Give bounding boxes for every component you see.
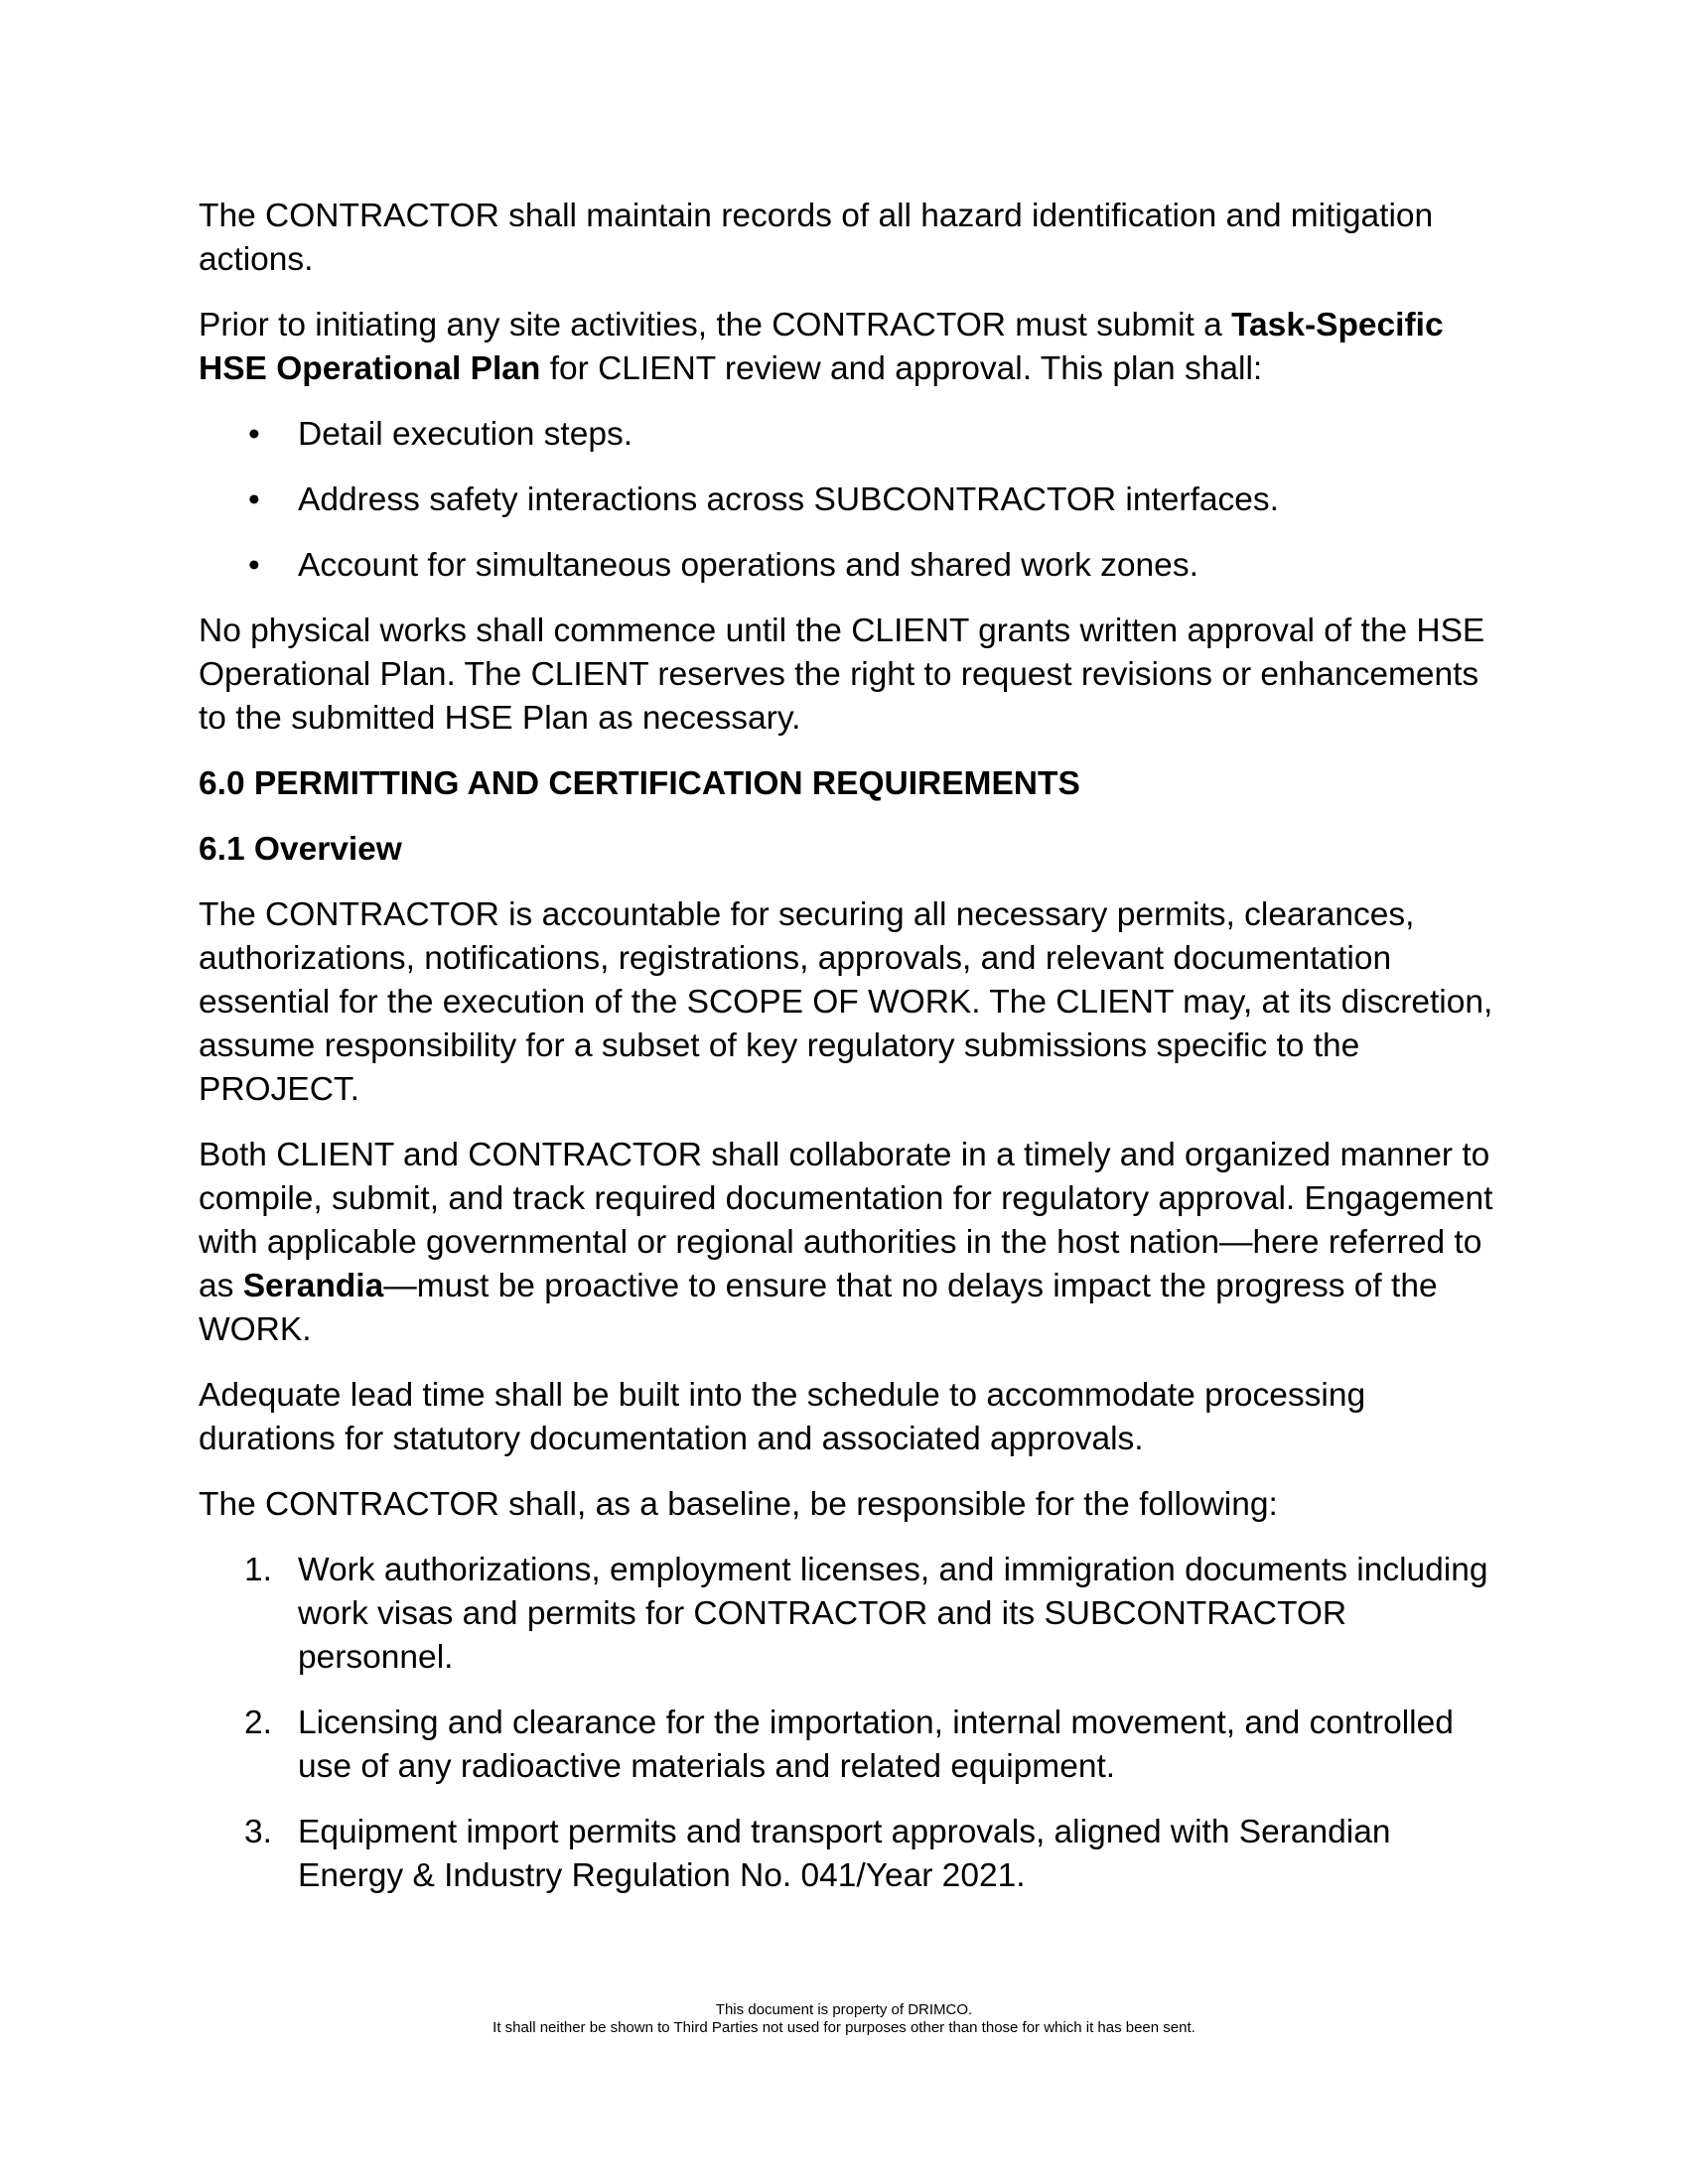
- list-item: 1. Work authorizations, employment licenses, and immigration documents including work visas and permits for CONTRACTOR and its SUBCONTRACTOR personnel.: [199, 1549, 1499, 1680]
- responsibilities-numbered-list: [199, 1549, 1499, 1898]
- bullet-icon: •: [248, 547, 260, 584]
- list-item: • Detail execution steps.: [199, 413, 1499, 457]
- paragraph-collaboration: [199, 1134, 1499, 1352]
- list-item: 2. Licensing and clearance for the importation, internal movement, and controlled use of any radioactive materials and related equipment.: [199, 1702, 1499, 1789]
- subsection-heading: 6.1 Overview: [199, 831, 402, 868]
- document-body: [199, 195, 1499, 1920]
- hse-plan-bullet-list: [199, 413, 1499, 588]
- list-item: 3. Equipment import permits and transport approvals, aligned with Serandian Energy & Industry Regulation No. 041/Year 2021.: [199, 1811, 1499, 1898]
- bullet-icon: •: [248, 481, 260, 518]
- list-number: 1.: [244, 1552, 272, 1588]
- paragraph-hse-plan-end: for CLIENT review and approval. This plan shall:: [540, 350, 1263, 387]
- serandia-bold-term: Serandia: [242, 1268, 384, 1304]
- paragraph-collaboration-end: —must be proactive to ensure that no delays impact the progress of the WORK.: [199, 1268, 1438, 1348]
- list-item: • Address safety interactions across SUBCONTRACTOR interfaces.: [199, 478, 1499, 522]
- paragraph-approval: No physical works shall commence until the CLIENT grants written approval of the HSE Operational Plan. The CLIENT reserves the right to request revisions or enhancements to the submitted HSE Plan as necessary.: [199, 613, 1485, 737]
- paragraph-permits: The CONTRACTOR is accountable for securing all necessary permits, clearances, authorizations, notifications, registrations, approvals, and relevant documentation essential for the execution of the SCOPE OF WORK. The CLIENT may, at its discretion, assume responsibility for a subset of key regulatory submissions specific to the PROJECT.: [199, 896, 1493, 1108]
- page-footer: [0, 2001, 1688, 2037]
- paragraph-collaboration-intro: Both CLIENT and CONTRACTOR shall collaborate in a timely and organized manner to compile, submit, and track required documentation for regulatory approval. Engagement with applicable governmental or regional authorities in the host nation—here referred to as: [199, 1137, 1493, 1304]
- bullet-icon: •: [248, 416, 260, 453]
- paragraph-hse-plan: [199, 304, 1499, 391]
- list-number: 2.: [244, 1705, 272, 1741]
- section-heading: 6.0 PERMITTING AND CERTIFICATION REQUIREMENTS: [199, 765, 1080, 802]
- footer-confidentiality-line: It shall neither be shown to Third Parties not used for purposes other than those for which it has been sent.: [492, 2019, 1196, 2036]
- list-item: • Account for simultaneous operations and shared work zones.: [199, 544, 1499, 588]
- paragraph-records: The CONTRACTOR shall maintain records of all hazard identification and mitigation actions.: [199, 198, 1434, 278]
- list-number: 3.: [244, 1814, 272, 1850]
- hse-plan-bold-term: Task-Specific HSE Operational Plan: [199, 307, 1444, 387]
- footer-ownership-line: This document is property of DRIMCO.: [715, 2001, 973, 2018]
- paragraph-hse-plan-intro: Prior to initiating any site activities, the CONTRACTOR must submit a: [199, 307, 1232, 343]
- paragraph-baseline: The CONTRACTOR shall, as a baseline, be responsible for the following:: [199, 1486, 1278, 1523]
- paragraph-lead-time: Adequate lead time shall be built into the schedule to accommodate processing durations for statutory documentation and associated approvals.: [199, 1377, 1366, 1457]
